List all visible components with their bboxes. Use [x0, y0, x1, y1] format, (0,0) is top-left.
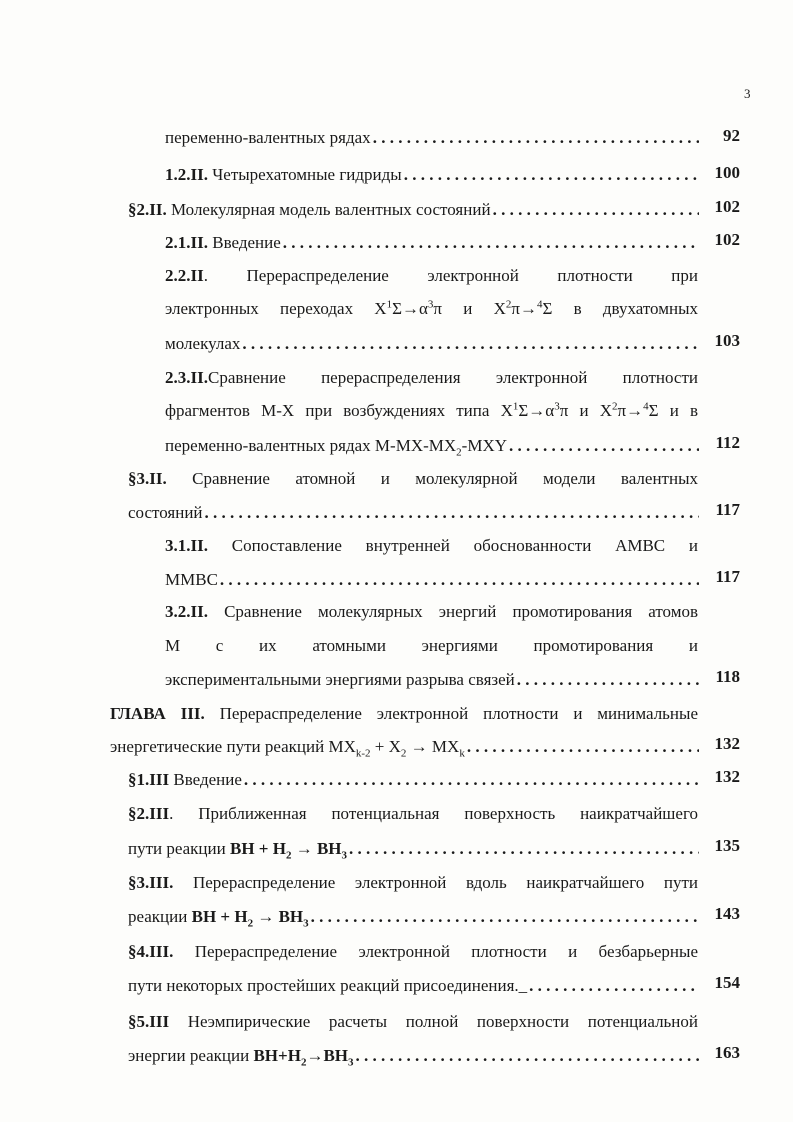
- toc-entry-line[interactable]: 3.1.II. Сопоставление внутренней обоснованности АМВС и: [165, 536, 699, 555]
- toc-entry[interactable]: переменно-валентных рядах . . .: [165, 127, 705, 149]
- toc-entry: молекулах . . .: [165, 333, 705, 355]
- toc-entry-line: фрагментов М-Х при возбуждениях типа $X^1\Sigma\to\alpha^3\pi$ и $X^2\pi\to^4\Sigma$ и в: [165, 400, 699, 420]
- toc-entry-line[interactable]: 3.2.II. Сравнение молекулярных энергий промотирования атомов: [165, 602, 699, 621]
- toc-page: 102: [714, 230, 740, 249]
- toc-page: 92: [723, 126, 740, 145]
- toc-entry-line: электронных переходах $X^1\Sigma\to\alpha^3\pi$ и $X^2\pi\to^4\Sigma$ в двухатомных: [165, 298, 698, 318]
- toc-entry[interactable]: 1.2.II. Четырехатомные гидриды . . .: [165, 164, 705, 186]
- toc-entry-line: М с их атомными энергиями промотирования и: [165, 636, 698, 655]
- toc-page: 143: [714, 904, 740, 923]
- toc-entry-line[interactable]: §5.III Неэмпирические расчеты полной поверхности потенциальной: [128, 1012, 699, 1031]
- toc-entry: состояний . . .: [128, 502, 705, 524]
- toc-entry: переменно-валентных рядах $M-MX-MX_2$-MXY . . .: [165, 435, 705, 457]
- toc-page: 100: [714, 163, 740, 182]
- toc-page: 117: [715, 500, 740, 519]
- toc-page: 163: [714, 1043, 740, 1062]
- toc-entry: пути некоторых простейших реакций присоединения._ . . .: [128, 975, 705, 997]
- toc-page: 112: [715, 433, 740, 452]
- toc-entry: пути реакции BH + $H_2 \to BH_3$ . . .: [128, 838, 705, 860]
- toc-page: 135: [714, 836, 740, 855]
- toc-page: 132: [714, 767, 740, 786]
- toc-entry: экспериментальными энергиями разрыва связей . . .: [165, 669, 705, 691]
- page-number: 3: [744, 86, 751, 101]
- toc-entry-line[interactable]: 2.3.II.Сравнение перераспределения электронной плотности: [165, 368, 698, 387]
- toc-entry: энергетические пути реакций $MX_{k-2} + X_2 \to MX_k$ . . .: [110, 736, 705, 758]
- toc-entry[interactable]: 2.1.II. Введение . . .: [165, 232, 705, 254]
- toc-entry-line[interactable]: §3.II. Сравнение атомной и молекулярной модели валентных: [128, 469, 699, 488]
- toc-entry: энергии реакции $BH+H_2\to BH_3$ . . .: [128, 1045, 705, 1067]
- toc-entry-line[interactable]: ГЛАВА III. Перераспределение электронной плотности и минимальные: [110, 704, 698, 723]
- toc-page: 154: [714, 973, 740, 992]
- toc-entry-line[interactable]: 2.2.II. Перераспределение электронной плотности при: [165, 266, 698, 285]
- toc-page: 102: [714, 197, 740, 216]
- toc-entry: ММВС . . .: [165, 569, 705, 591]
- toc-entry: реакции BH + $H_2 \to BH_3$ . . .: [128, 906, 705, 928]
- toc-entry-line[interactable]: §3.III. Перераспределение электронной вдоль наикратчайшего пути: [128, 873, 698, 892]
- toc-entry[interactable]: §2.II. Молекулярная модель валентных состояний . . .: [128, 199, 705, 221]
- toc-page: 118: [715, 667, 740, 686]
- toc-entry[interactable]: §1.III Введение . . .: [128, 769, 705, 791]
- toc-entry-line[interactable]: §2.III. Приближенная потенциальная поверхность наикратчайшего: [128, 804, 698, 823]
- toc-entry-line[interactable]: §4.III. Перераспределение электронной плотности и безбарьерные: [128, 942, 698, 961]
- toc-page: 132: [714, 734, 740, 753]
- toc-page: 103: [714, 331, 740, 350]
- toc-page: 117: [715, 567, 740, 586]
